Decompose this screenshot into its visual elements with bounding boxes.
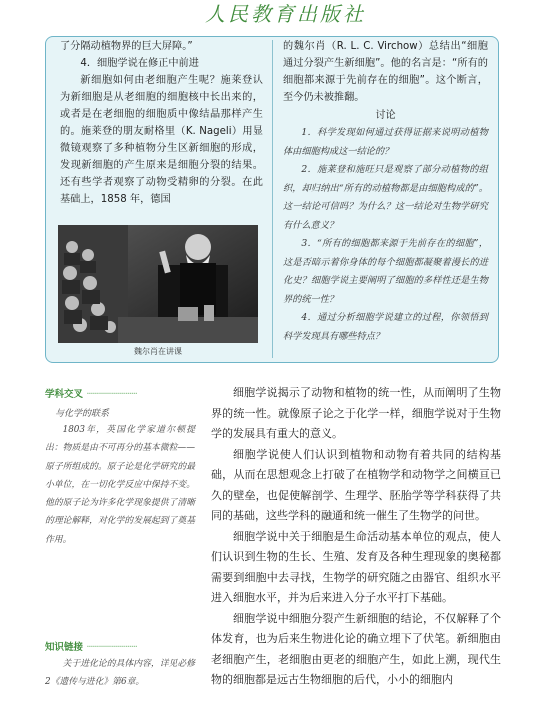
virchow-lecture-photo [58,225,258,343]
sidebar-section-knowledge-link-title: 知识链接 [45,642,84,654]
sidebar-text-chemistry: 1803年，英国化学家道尔顿提出：物质是由不可再分的基本微粒——原子所组成的。原子论是化学研究的最小单位，在一切化学反应中保持不变。他的原子论为许多化学现象提供了清晰的理论解释，对化学的发展起到了奠基作用。 [45,425,195,545]
heading-dotted-rule: ························· [86,642,137,654]
sidebar-text-evolution: 关于进化论的具体内容，详见必修2《遗传与进化》第6章。 [45,659,195,688]
discussion-question-1: 1．科学发现如何通过获得证据来说明动植物体由细胞构成这一结论的？ [283,127,488,157]
main-paragraph-3: 细胞学说中关于细胞是生命活动基本单位的观点，使人们认识到生物的生长、生殖、发育及各种生理现象的奥秘都需要到细胞中去寻找，生物学的研究随之由器官、组织水平进入细胞水平，并为后来进入分子水平打下基础。 [211,529,501,604]
main-paragraph-2: 细胞学说使人们认识到植物和动物有着共同的结构基础，从而在思想观念上打破了在植物学和动物学之间横亘已久的壁垒，也促使解剖学、生理学、胚胎学等学科获得了共同的基础，这些学科的融通和统一催生了生物学的问世。 [211,447,501,522]
box-left-top-paragraph: 了分隔动植物界的巨大屏障。” [60,41,193,52]
sidebar-section-interdisciplinary-title: 学科交叉 [45,389,84,400]
sidebar-section-knowledge-link-heading [45,639,195,653]
photo-caption: 魏尔肖在讲课 [134,347,182,356]
discussion-question-3: 3．“所有的细胞都来源于先前存在的细胞”，这是否暗示着你身体的每个细胞都凝聚着漫长的进化史？细胞学说主要阐明了细胞的多样性还是生物界的统一性？ [283,238,488,305]
sidebar-subtitle: 与化学的联系 [55,409,110,419]
box-right-column [283,38,488,346]
main-paragraph-1: 细胞学说揭示了动物和植物的统一性，从而阐明了生物界的统一性。就像原子论之于化学一样，细胞学说对于生物学的发展具有重大的意义。 [211,386,501,440]
page-header [0,0,557,30]
box-left-main-paragraph: 新细胞如何由老细胞产生呢？施莱登认为新细胞是从老细胞的细胞核中长出来的，或者是在老细胞的细胞质中像结晶那样产生的。施莱登的朋友耐格里（K. Nageli）用显微镜观察了多种植物分生区新细胞的形成，发现新细胞的产生原来是细胞分裂的结果。还有些学者观察了动物受精卵的分裂。在此基础上，1858 年，德国 [60,75,263,205]
main-paragraph-4: 细胞学说中细胞分裂产生新细胞的结论，不仅解释了个体发育，也为后来生物进化论的确立埋下了伏笔。新细胞由老细胞产生，老细胞由更老的细胞产生，如此上溯，现代生物的细胞都是远古生物细胞的后代，小小的细胞内 [211,611,501,686]
box-right-main-paragraph: 的魏尔肖（R. L. C. Virchow）总结出“细胞通过分裂产生新细胞”。他的名言是：“所有的细胞都来源于先前存在的细胞”。这个断言，至今仍未被推翻。 [283,41,488,103]
box-section-title: 4．细胞学说在修正中前进 [80,58,199,69]
sidebar [45,386,195,692]
virchow-lecture-illustration [58,225,258,343]
discussion-question-2: 2．施莱登和施旺只是观察了部分动植物的组织，却归纳出“所有的动植物都是由细胞构成的”。这一结论可信吗？为什么？这一结论对生物学研究有什么意义？ [283,164,488,231]
discussion-question-4: 4．通过分析细胞学说建立的过程，你领悟到科学发现具有哪些特点？ [283,312,488,342]
publisher-logo: 人民教育出版社 [205,2,366,26]
heading-dotted-rule: ························· [86,389,137,400]
main-text [211,383,501,691]
box-column-divider [272,40,273,358]
box-left-column [60,38,263,208]
discussion-title: 讨论 [375,110,396,121]
sidebar-section-interdisciplinary-heading [45,386,195,400]
